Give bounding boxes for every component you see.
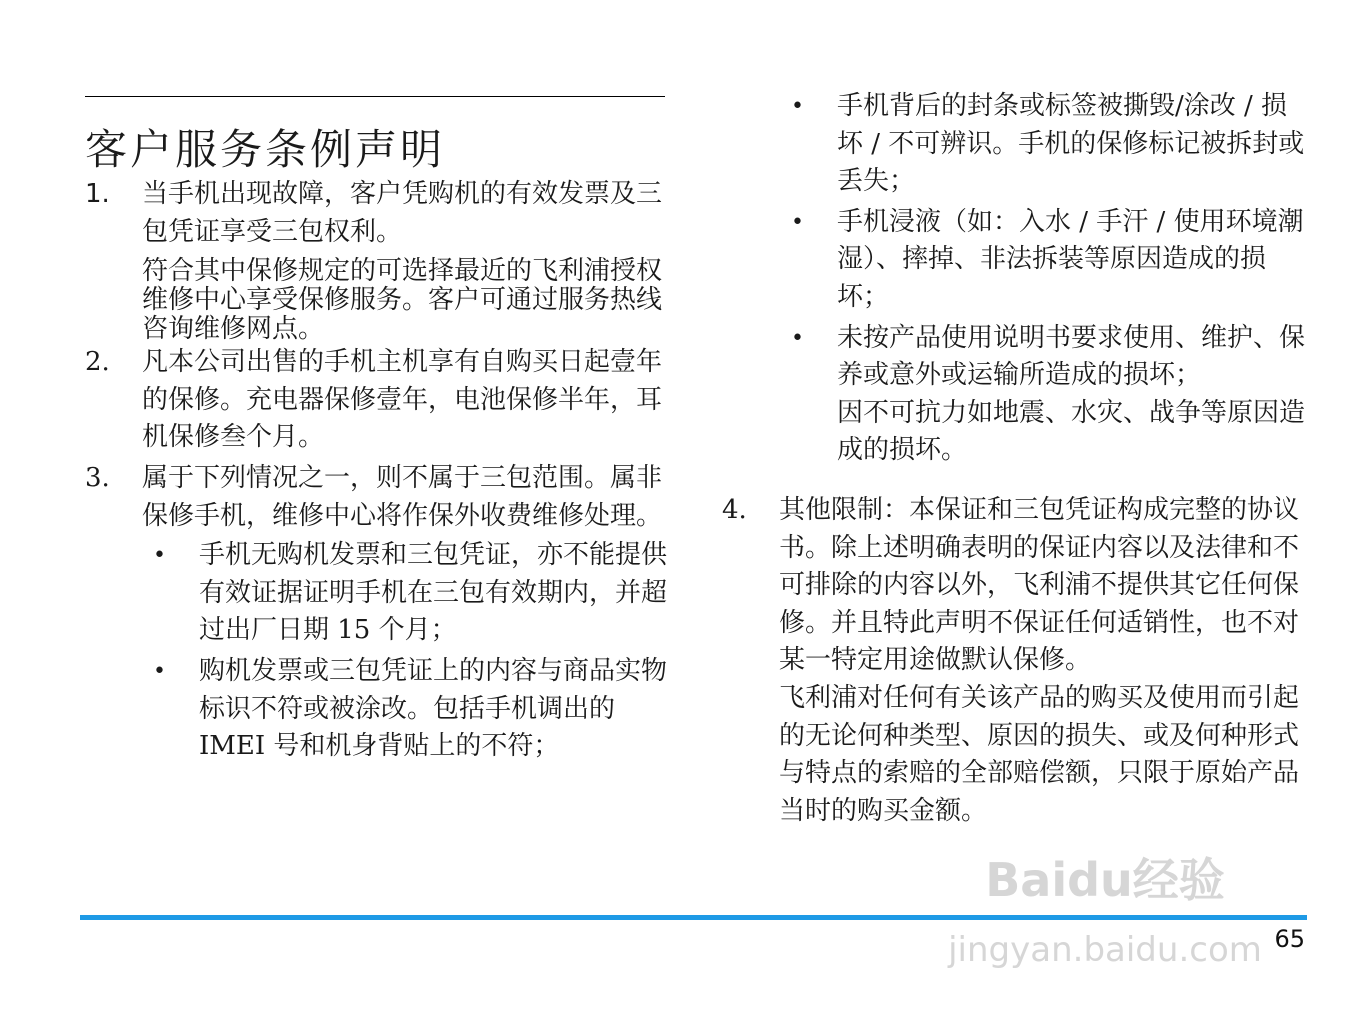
bullet-text: 手机浸液（如：入水 / 手汗 / 使用环境潮湿）、摔掉、非法拆装等原因造成的损坏； [837, 206, 1304, 312]
bullet-text: 手机无购机发票和三包凭证，亦不能提供有效证据证明手机在三包有效期内，并超过出厂日期 15 个月； [199, 540, 668, 646]
bullet-icon: • [153, 658, 166, 684]
item-text: 属于下列情况之一，则不属于三包范围。属非保修手机，维修中心将作保外收费维修处理。 [142, 462, 663, 531]
bottom-accent-rule [80, 915, 1307, 920]
bullet-item [722, 88, 1312, 201]
bullet-icon: • [791, 325, 804, 351]
bullet-text: 未按产品使用说明书要求使用、维护、保养或意外或运输所造成的损坏； [837, 322, 1306, 391]
bullet-text: 手机背后的封条或标签被撕毁/涂改 / 损坏 / 不可辨识。手机的保修标记被拆封或丢失； [837, 91, 1305, 197]
bullet-continuation: 因不可抗力如地震、水灾、战争等原因造成的损坏。 [837, 397, 1306, 466]
bullet-item [142, 653, 670, 766]
list-item-4 [722, 492, 1312, 830]
baidu-watermark [940, 852, 1270, 974]
item-subparagraph: 符合其中保修规定的可选择最近的飞利浦授权维修中心享受保修服务。客户可通过服务热线咨询维修网点。 [142, 256, 663, 345]
item-text: 其他限制：本保证和三包凭证构成完整的协议书。除上述明确表明的保证内容以及法律和不可排除的内容以外，飞利浦不提供其它任何保修。并且特此声明不保证任何适销性，也不对某一特定用途做默认保修。 [779, 494, 1300, 676]
page-title: 客户服务条例声明 [85, 125, 446, 174]
bullet-icon: • [791, 94, 804, 119]
item-subparagraph: 飞利浦对任何有关该产品的购买及使用而引起的无论何种类型、原因的损失、或及何种形式与特点的索赔的全部赔偿额，只限于原始产品当时的购买金额。 [779, 682, 1300, 826]
top-rule [85, 96, 665, 97]
list-item-3 [85, 460, 670, 766]
item-number: 4. [722, 494, 747, 525]
bullet-list [722, 88, 1312, 395]
bullet-icon: • [791, 209, 804, 235]
bullet-list [142, 537, 670, 766]
list-item-2 [85, 344, 670, 457]
list-item-1 [85, 176, 670, 344]
right-column [722, 88, 1312, 830]
item-number: 1. [85, 179, 110, 209]
item-text: 凡本公司出售的手机主机享有自购买日起壹年的保修。充电器保修壹年，电池保修半年，耳机保修叁个月。 [142, 347, 663, 453]
item-number: 3. [85, 462, 110, 493]
bullet-item [142, 537, 670, 650]
watermark-brand: Baidu经验 [985, 853, 1225, 907]
left-column [85, 176, 670, 766]
watermark-url: jingyan.baidu.com [948, 930, 1262, 970]
item-text: 当手机出现故障，客户凭购机的有效发票及三包凭证享受三包权利。 [142, 179, 663, 247]
bullet-item [722, 320, 1312, 395]
bullet-text: 购机发票或三包凭证上的内容与商品实物标识不符或被涂改。包括手机调出的 IMEI 号和机身背贴上的不符； [199, 655, 668, 762]
bullet-icon: • [153, 543, 166, 569]
page-number: 65 [1274, 925, 1305, 953]
bullet-item [722, 204, 1312, 317]
item-number: 2. [85, 347, 110, 378]
